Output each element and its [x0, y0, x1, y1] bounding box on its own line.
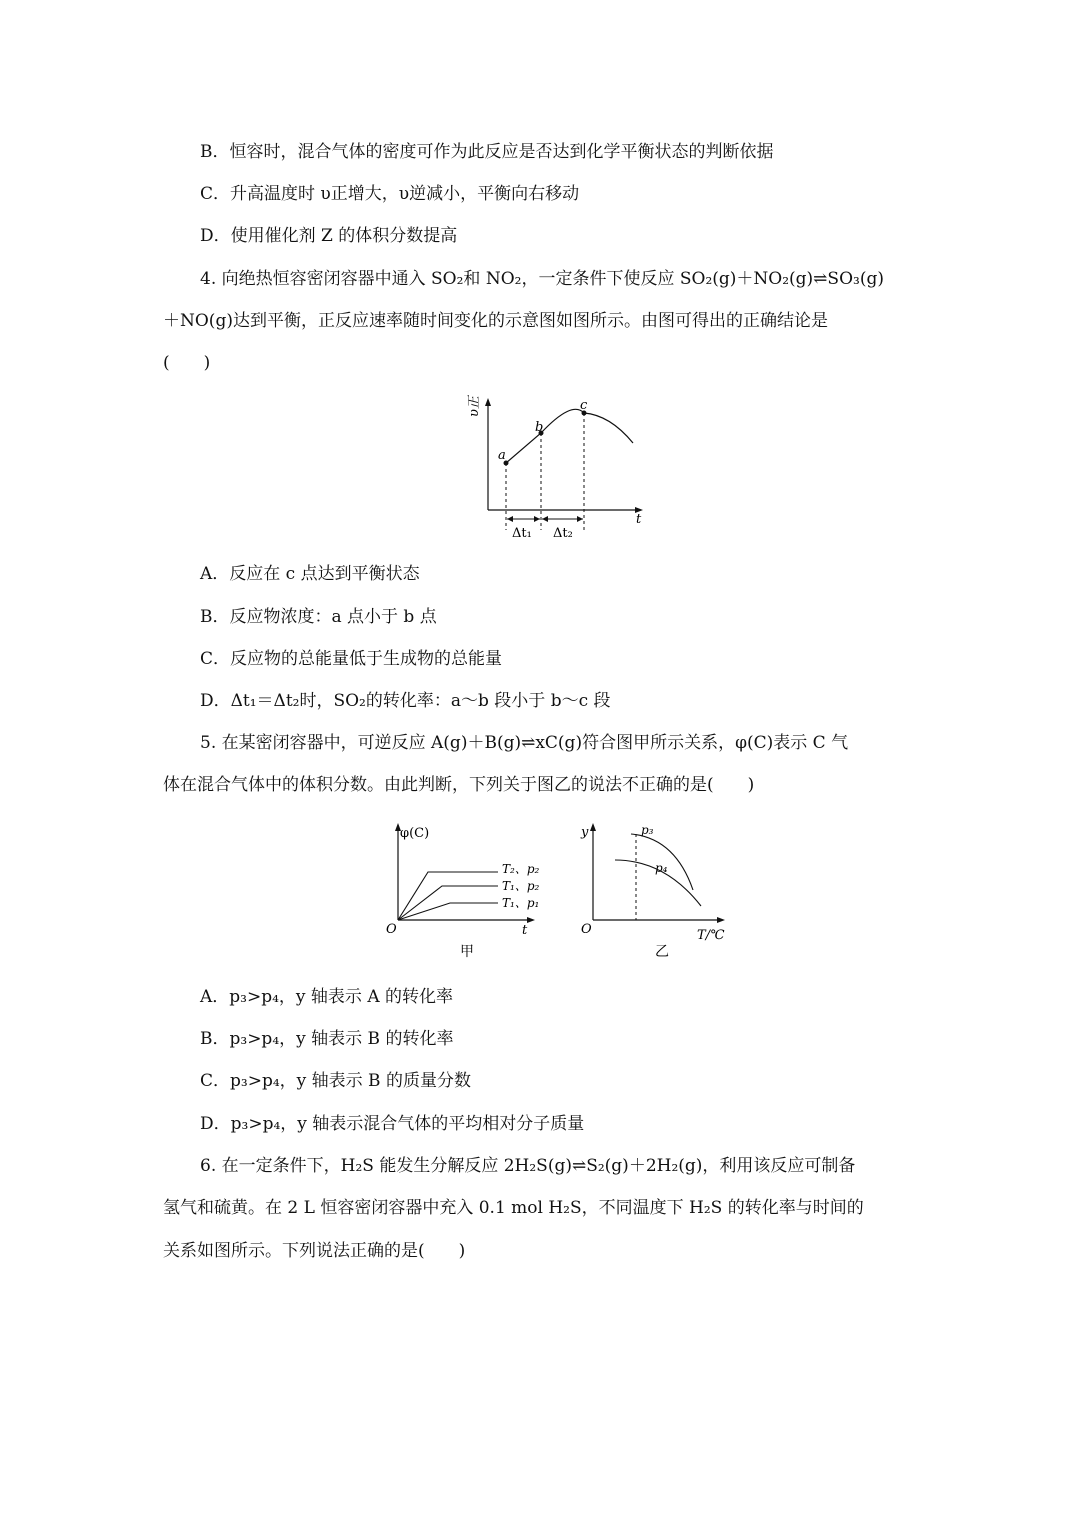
yi-curve-p3-label: p₃	[641, 823, 654, 837]
q5-stem-line2: 体在混合气体中的体积分数。由此判断，下列关于图乙的说法不正确的是( )	[163, 775, 755, 795]
q5-option-a: A．p₃>p₄，y 轴表示 A 的转化率	[200, 987, 454, 1007]
jia-y-axis-label: φ(C)	[400, 826, 430, 841]
q5-option-b: B．p₃>p₄，y 轴表示 B 的转化率	[200, 1029, 454, 1049]
jia-curve-t2p2-label: T₂、p₂	[502, 862, 540, 876]
q4-point-c-label: c	[580, 398, 588, 413]
q4-option-a: A．反应在 c 点达到平衡状态	[200, 564, 420, 584]
jia-caption: 甲	[460, 944, 474, 960]
q5-stem-line1: 5. 在某密闭容器中，可逆反应 A(g)＋B(g)⇌xC(g)符合图甲所示关系，φ(C)表示 C 气	[200, 733, 849, 753]
q4-point-b-label: b	[535, 420, 544, 435]
yi-origin-label: O	[581, 922, 592, 937]
q4-x-axis-label: t	[636, 512, 642, 527]
q4-stem-line2: ＋NO(g)达到平衡，正反应速率随时间变化的示意图如图所示。由图可得出的正确结论是	[163, 311, 828, 331]
q4-interval-1-label: Δt₁	[512, 526, 532, 541]
q6-stem-line2: 氢气和硫黄。在 2 L 恒容密闭容器中充入 0.1 mol H₂S，不同温度下 H₂S 的转化率与时间的	[163, 1198, 864, 1218]
q4-option-c: C．反应物的总能量低于生成物的总能量	[200, 649, 503, 669]
jia-curve-t1p2-label: T₁、p₂	[502, 879, 540, 893]
q4-option-b: B．反应物浓度：a 点小于 b 点	[200, 607, 437, 627]
q4-interval-2-label: Δt₂	[553, 526, 573, 541]
q6-stem-line3: 关系如图所示。下列说法正确的是( )	[163, 1241, 466, 1261]
q4-y-axis-label: υ正	[467, 396, 482, 417]
yi-curve-p4-label: p₄	[655, 861, 668, 875]
jia-origin-label: O	[386, 922, 397, 937]
yi-x-axis-label: T/℃	[697, 928, 725, 943]
q5-option-d: D．p₃>p₄，y 轴表示混合气体的平均相对分子质量	[200, 1114, 585, 1134]
yi-y-axis-label: y	[581, 825, 589, 840]
q5-figure-yi	[575, 820, 745, 965]
q4-rate-time-figure	[460, 395, 660, 550]
jia-curve-t1p1-label: T₁、p₁	[502, 896, 540, 910]
q3-option-d: D．使用催化剂 Z 的体积分数提高	[200, 226, 458, 246]
q4-stem-line3: ( )	[163, 353, 211, 373]
q5-figure-jia	[380, 820, 560, 965]
q4-option-d: D．Δt₁＝Δt₂时，SO₂的转化率：a～b 段小于 b～c 段	[200, 691, 611, 711]
jia-x-axis-label: t	[522, 923, 528, 938]
q5-option-c: C．p₃>p₄，y 轴表示 B 的质量分数	[200, 1071, 471, 1091]
q6-stem-line1: 6. 在一定条件下，H₂S 能发生分解反应 2H₂S(g)⇌S₂(g)＋2H₂(g)，利用该反应可制备	[200, 1156, 856, 1176]
q3-option-c: C．升高温度时 υ正增大，υ逆减小，平衡向右移动	[200, 184, 580, 204]
q4-stem-line1: 4. 向绝热恒容密闭容器中通入 SO₂和 NO₂，一定条件下使反应 SO₂(g)＋NO₂(g)⇌SO₃(g)	[200, 269, 884, 289]
q3-option-b: B．恒容时，混合气体的密度可作为此反应是否达到化学平衡状态的判断依据	[200, 142, 774, 162]
q4-point-a-label: a	[498, 448, 506, 463]
yi-caption: 乙	[655, 944, 669, 960]
